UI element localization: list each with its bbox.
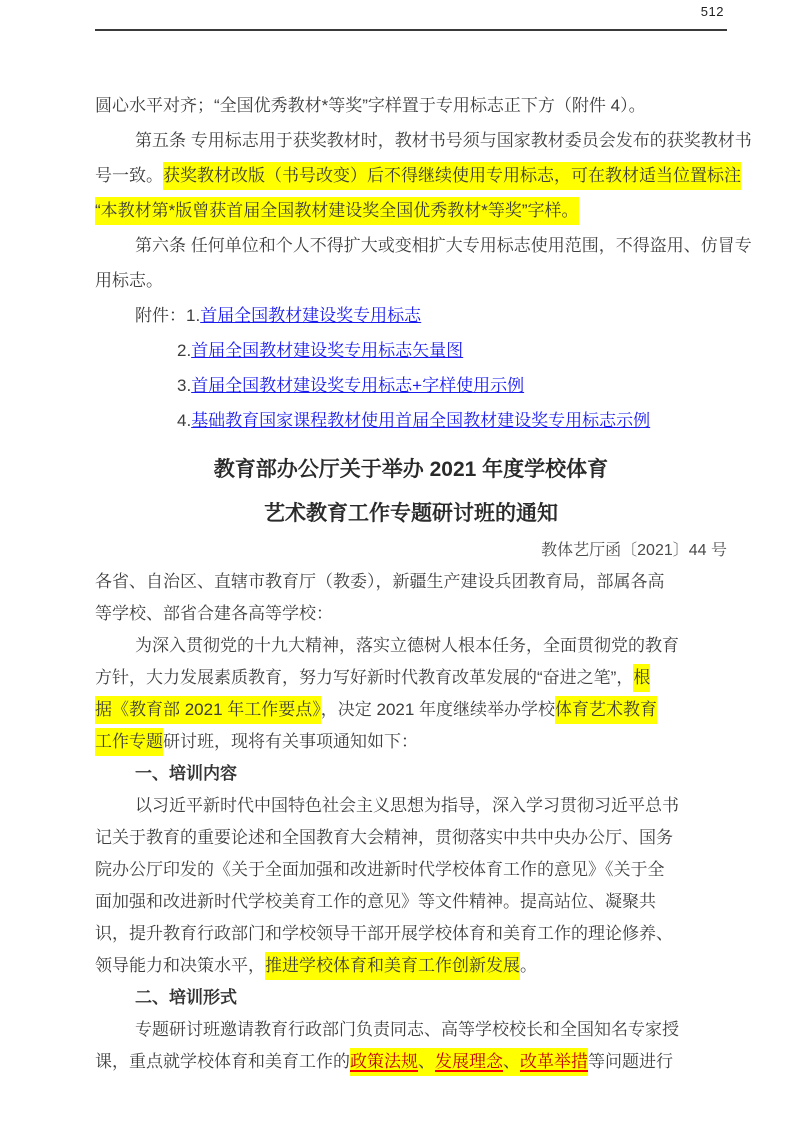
text-segment: 方针，大力发展素质教育，努力写好新时代教育改革发展的“奋进之笔”， [95,668,634,687]
header-rule [95,29,727,31]
text-segment: 4. [177,411,192,430]
text-segment: 附件：1. [135,306,201,325]
text-line [95,228,752,263]
text-segment: 专题研讨班邀请教育行政部门负责同志、高等学校校长和全国知名专家授 [135,1020,679,1039]
text-line [95,662,727,694]
text-line [95,193,727,228]
text-segment: 号一致。 [95,166,163,185]
text-segment: 各省、自治区、直辖市教育厅（教委），新疆生产建设兵团教育局，部属各高 [95,572,665,591]
text-segment: 一、培训内容 [135,764,237,783]
highlighted-text: 工作专题 [95,728,163,756]
red-highlighted-text: 政策法规 [350,1048,418,1076]
text-segment: 用标志。 [95,271,163,290]
text-line [95,263,727,298]
text-line [95,1046,727,1078]
text-line [95,918,727,950]
highlighted-text: 、 [503,1048,520,1076]
text-segment: ，决定 2021 年度继续举办学校 [320,700,556,719]
red-highlighted-text: 改革举措 [520,1048,588,1076]
text-segment: 研讨班，现将有关事项通知如下： [163,732,418,751]
text-segment: 等学校、部省合建各高等学校： [95,604,333,623]
text-segment: 第五条 专用标志用于获奖教材时，教材书号须与国家教材委员会发布的获奖教材书 [135,131,752,150]
highlighted-text: 推进学校体育和美育工作创新发展 [265,952,520,980]
text-line [95,123,752,158]
text-line [95,1014,727,1046]
text-segment: 以习近平新时代中国特色社会主义思想为指导，深入学习贯彻习近平总书 [135,796,679,815]
attachment-link[interactable]: 基础教育国家课程教材使用首届全国教材建设奖专用标志示例 [191,411,651,430]
text-segment: 课，重点就学校体育和美育工作的 [95,1052,350,1071]
text-segment: 教育部办公厅关于举办 2021 年度学校体育 [213,458,609,481]
section-heading [95,982,727,1014]
highlighted-text: 体育艺术教育 [555,696,657,724]
red-highlighted-text: 发展理念 [435,1048,503,1076]
attachment-line [95,333,727,368]
section-heading [95,758,727,790]
text-line [95,630,727,662]
attachment-link[interactable]: 首届全国教材建设奖专用标志 [200,306,422,325]
text-line [95,886,727,918]
page-number: 512 [700,4,724,19]
attachment-link[interactable]: 首届全国教材建设奖专用标志矢量图 [191,341,464,360]
text-segment: 。 [520,956,537,975]
highlighted-text: “本教材第*版曾获首届全国教材建设奖全国优秀教材*等奖”字样。 [95,197,579,225]
text-segment: 记关于教育的重要论述和全国教育大会精神，贯彻落实中共中央办公厅、国务 [95,828,673,847]
text-line [95,566,727,598]
text-line [95,598,727,630]
document-number [95,536,727,566]
text-segment: 2. [177,341,192,360]
document-body [95,88,752,1078]
text-line [95,158,741,193]
text-line [95,694,727,726]
notice-title-line [95,448,727,492]
text-segment: 3. [177,376,192,395]
text-line [95,950,727,982]
text-segment: 面加强和改进新时代学校美育工作的意见》等文件精神。提高站位、凝聚共 [95,892,656,911]
text-segment: 为深入贯彻党的十九大精神，落实立德树人根本任务，全面贯彻党的教育 [135,636,679,655]
attachment-line [95,298,727,333]
text-segment: 教体艺厅函〔2021〕44 号 [541,542,727,559]
text-segment: 艺术教育工作专题研讨班的通知 [264,502,558,525]
text-segment: 识，提升教育行政部门和学校领导干部开展学校体育和美育工作的理论修养、 [95,924,673,943]
text-segment: 二、培训形式 [135,988,237,1007]
text-line [95,88,727,123]
attachment-line [95,403,727,438]
attachment-link[interactable]: 首届全国教材建设奖专用标志+字样使用示例 [191,376,525,395]
notice-title-line [95,492,727,536]
text-segment: 第六条 任何单位和个人不得扩大或变相扩大专用标志使用范围，不得盗用、仿冒专 [135,236,752,255]
text-segment: 圆心水平对齐；“全国优秀教材*等奖”字样置于专用标志正下方（附件 4）。 [95,96,646,115]
highlighted-text: 据《教育部 2021 年工作要点》 [95,696,321,724]
text-line [95,854,727,886]
text-segment: 领导能力和决策水平， [95,956,265,975]
highlighted-text: 根 [633,664,650,692]
attachment-line [95,368,727,403]
text-line [95,822,727,854]
text-segment: 院办公厅印发的《关于全面加强和改进新时代学校体育工作的意见》《关于全 [95,860,665,879]
text-segment: 等问题进行 [588,1052,673,1071]
highlighted-text: 获奖教材改版（书号改变）后不得继续使用专用标志，可在教材适当位置标注 [163,162,741,190]
highlighted-text: 、 [418,1048,435,1076]
text-line [95,790,727,822]
text-line [95,726,727,758]
